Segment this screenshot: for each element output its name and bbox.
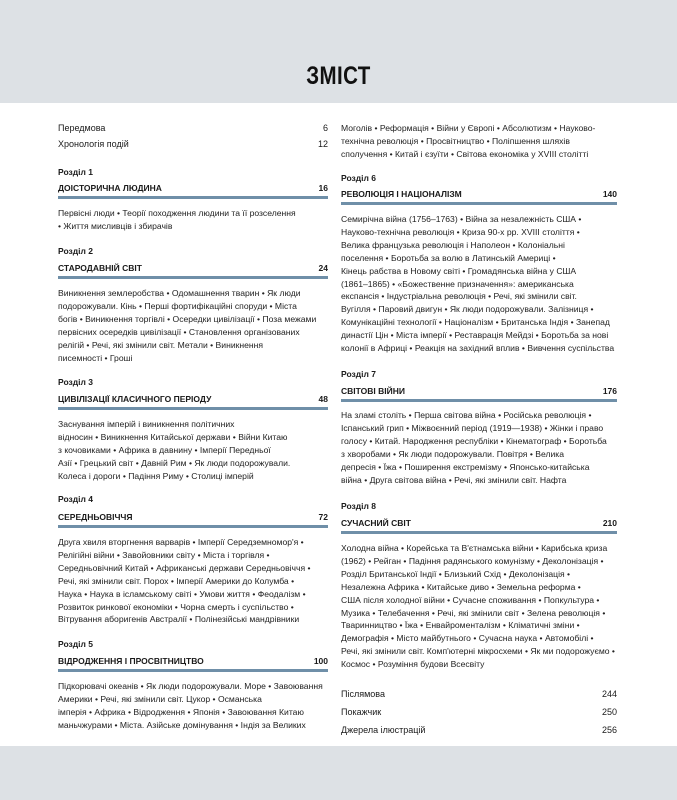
toc-entry-label: Передмова [58,123,106,133]
topic-line: Наука • Наука в ісламському світі • Умови життя • Феодалізм • [58,588,306,599]
topic-line: Первісні люди • Теорії походження людини та її розселення [58,208,296,218]
section-heading-text: СЕРЕДНЬОВІЧЧЯ [58,512,133,522]
topic-line: На зламі століть • Перша світова війна • Російська революція • [341,410,592,420]
topic-line: Вітрування аборигенів Австралії • Полінезійські мандрівники [58,614,300,625]
section-topics [341,542,617,671]
topic-line: колонії в Африці • Реакція на західний вплив • Вивчення суспільства [341,343,615,354]
toc-entry[interactable] [341,706,617,719]
section-label: Розділ 6 [341,173,377,183]
toc-entry-label: Хронологія подій [58,139,129,149]
topic-line: Вугілля • Паровий двигун • Як люди подорожували. Залізниця • [341,304,594,315]
topic-line: Заснування імперій і виникнення політичних [58,419,235,429]
topic-line: Колеса і дороги • Падіння Риму • Столиці імперій [58,470,254,481]
topic-line: Друга хвиля вторгнення варварів • Імперії Середземномор'я • [58,537,304,547]
section-heading[interactable] [341,518,617,534]
section-heading[interactable] [341,189,617,205]
topic-line: богів • Виникнення торгівлі • Осередки цивілізації • Поза межами [58,313,317,324]
toc-page [0,103,677,746]
section-label: Розділ 8 [341,501,377,511]
section-heading-text: ЦИВІЛІЗАЦІЇ КЛАСИЧНОГО ПЕРІОДУ [58,394,212,404]
toc-entry-page: 244 [601,689,617,699]
topic-line: подорожували. Кінь • Перші фортифікаційні споруди • Міста [58,300,297,311]
section-topics [58,680,328,732]
section-label: Розділ 2 [58,246,94,256]
section-page: 16 [318,183,328,193]
section-heading-text: СУЧАСНИЙ СВІТ [341,518,411,528]
section-topics [58,287,328,364]
topic-line: Америки • Речі, які змінили світ. Цукор • Османська [58,693,262,704]
section-label: Розділ 4 [58,494,94,504]
section-topics [341,409,617,486]
toc-entry-label: Покажчик [341,707,382,717]
topic-line: Науково-технічна революція • Криза 90-х рр. XVIII століття • [341,226,580,237]
topic-line: Іспанський грип • Міжвоєнний період (1919—1938) • Жінки і право [341,422,604,433]
topic-line: Середньовічний Китай • Африканські держави Середньовіччя • [58,562,311,573]
section-label: Розділ 3 [58,377,94,387]
topic-line: (1861–1865) • «Божественне призначення»: американська [341,278,574,289]
topic-line: Холодна війна • Корейська та В'єтнамська війни • Карибська криза [341,543,608,553]
section-heading-text: РЕВОЛЮЦІЯ І НАЦІОНАЛІЗМ [341,189,462,199]
section-heading-text: ВІДРОДЖЕННЯ І ПРОСВІТНИЦТВО [58,656,204,666]
topic-line: Кінець рабства в Новому світі • Громадянська війна у США [341,265,577,276]
topic-line: імперія • Африка • Відродження • Японія • Завоювання Китаю [58,706,304,717]
section-topics [341,213,617,355]
topic-line: війна • Друга світова війна • Речі, які змінили світ. Нафта [341,474,567,485]
section-heading[interactable] [58,394,328,410]
section-heading-text: СВІТОВІ ВІЙНИ [341,386,405,396]
section-label: Розділ 5 [58,639,94,649]
topic-line: Космос • Розуміння будови Всесвіту [341,659,485,670]
topic-line: первісних осередків цивілізації • Становлення організованих [58,326,300,337]
section-label: Розділ 1 [58,167,94,177]
topic-line: писемності • Гроші [58,352,133,363]
toc-entry[interactable] [341,688,617,701]
topic-line: Розділ Британської Індії • Близький Схід • Деколонізація • [341,568,571,579]
topic-line: Моголів • Реформація • Війни у Європі • Абсолютизм • Науково- [341,123,596,133]
section-heading[interactable] [58,512,328,528]
topic-line: Тваринництво • Їжа • Енвайроменталізм • Кліматичні зміни • [341,620,580,631]
toc-entry-page: 6 [322,123,328,133]
section-topics [58,207,328,233]
section-page: 140 [602,189,617,199]
topic-line: Велика французька революція і Наполеон • Колоніальні [341,239,565,250]
section-heading-text: СТАРОДАВНІЙ СВІТ [58,263,142,273]
toc-entry-page: 250 [601,707,617,717]
section-page: 72 [318,512,328,522]
topic-line: • Життя мисливців і збирачів [58,220,173,231]
toc-entry-label: Джерела ілюстрацій [341,725,426,735]
topic-line: експансія • Індустріальна революція • Речі, які змінили світ. [341,291,577,302]
topic-line: (1962) • Рейган • Падіння радянського комунізму • Деколонізація • [341,555,604,566]
topic-line: голосу • Китай. Народження республіки • Кінематограф • Боротьба [341,435,607,446]
topic-line: з хворобами • Як люди подорожували. Повітря • Велика [341,448,564,459]
section-heading[interactable] [58,183,328,199]
topic-line: з кочовиками • Африка в давнину • Імперії Передньої [58,444,271,455]
section-topics-continued [341,122,617,161]
toc-entry-page: 12 [317,139,328,149]
topic-line: технічна революція • Просвітництво • Поліпшення шляхів [341,135,570,146]
section-label: Розділ 7 [341,369,377,379]
topic-line: Розвиток ринкової економіки • Чорна смерть і суспільство • [58,601,294,612]
section-page: 24 [318,263,328,273]
topic-line: поселення • Боротьба за волю в Латинській Америці • [341,252,556,263]
topic-line: відносин • Виникнення Китайської держави • Війни Китаю [58,431,288,442]
topic-line: Релігійні війни • Завойовники світу • Міста і торгівля • [58,549,270,560]
toc-entry-label: Післямова [341,689,385,699]
section-topics [58,418,328,483]
topic-line: Підкорювачі океанів • Як люди подорожували. Море • Завоювання [58,681,323,691]
topic-line: Музика • Телебачення • Речі, які змінили світ • Зелена революція • [341,607,606,618]
section-heading-text: ДОІСТОРИЧНА ЛЮДИНА [58,183,162,193]
toc-entry[interactable] [341,724,617,737]
toc-entry[interactable] [58,138,328,151]
section-heading[interactable] [58,263,328,279]
section-heading[interactable] [58,656,328,672]
topic-line: Речі, які змінили світ. Порох • Імперії Америки до Колумба • [58,575,295,586]
topic-line: Демографія • Місто майбутнього • Сучасна наука • Автомобілі • [341,633,594,644]
topic-line: Виникнення землеробства • Одомашнення тварин • Як люди [58,288,301,298]
section-topics [58,536,328,626]
topic-line: Незалежна Африка • Китайське диво • Земельна реформа • [341,581,581,592]
page-title: ЗМІСТ [306,62,371,90]
topic-line: США після холодної війни • Сучасне споживання • Попкультура • [341,594,600,605]
topic-line: Азії • Грецький світ • Давній Рим • Як люди подорожували. [58,457,291,468]
toc-entry-page: 256 [601,725,617,735]
section-page: 100 [313,656,328,666]
topic-line: релігій • Речі, які змінили світ. Метали • Виникнення [58,339,264,350]
topic-line: маньчжурами • Міста. Азійське домінування • Індія за Великих [58,719,306,730]
section-page: 210 [602,518,617,528]
toc-entry[interactable] [58,122,328,135]
topic-line: сполучення • Китай і єзуїти • Світова економіка у XVIII столітті [341,148,589,159]
topic-line: династії Цін • Міста імперії • Реставрація Мейдзі • Боротьба за нові [341,330,609,341]
section-page: 176 [602,386,617,396]
topic-line: Речі, які змінили світ. Комп'ютерні мікросхеми • Як ми подорожуємо • [341,646,615,657]
section-heading[interactable] [341,386,617,402]
topic-line: депресія • Їжа • Поширення екстремізму • Японсько-китайська [341,461,590,472]
topic-line: Семирічна війна (1756–1763) • Війна за незалежність США • [341,214,582,224]
section-page: 48 [318,394,328,404]
topic-line: Комунікаційні технології • Націоналізм • Британська Індія • Занепад [341,317,610,328]
